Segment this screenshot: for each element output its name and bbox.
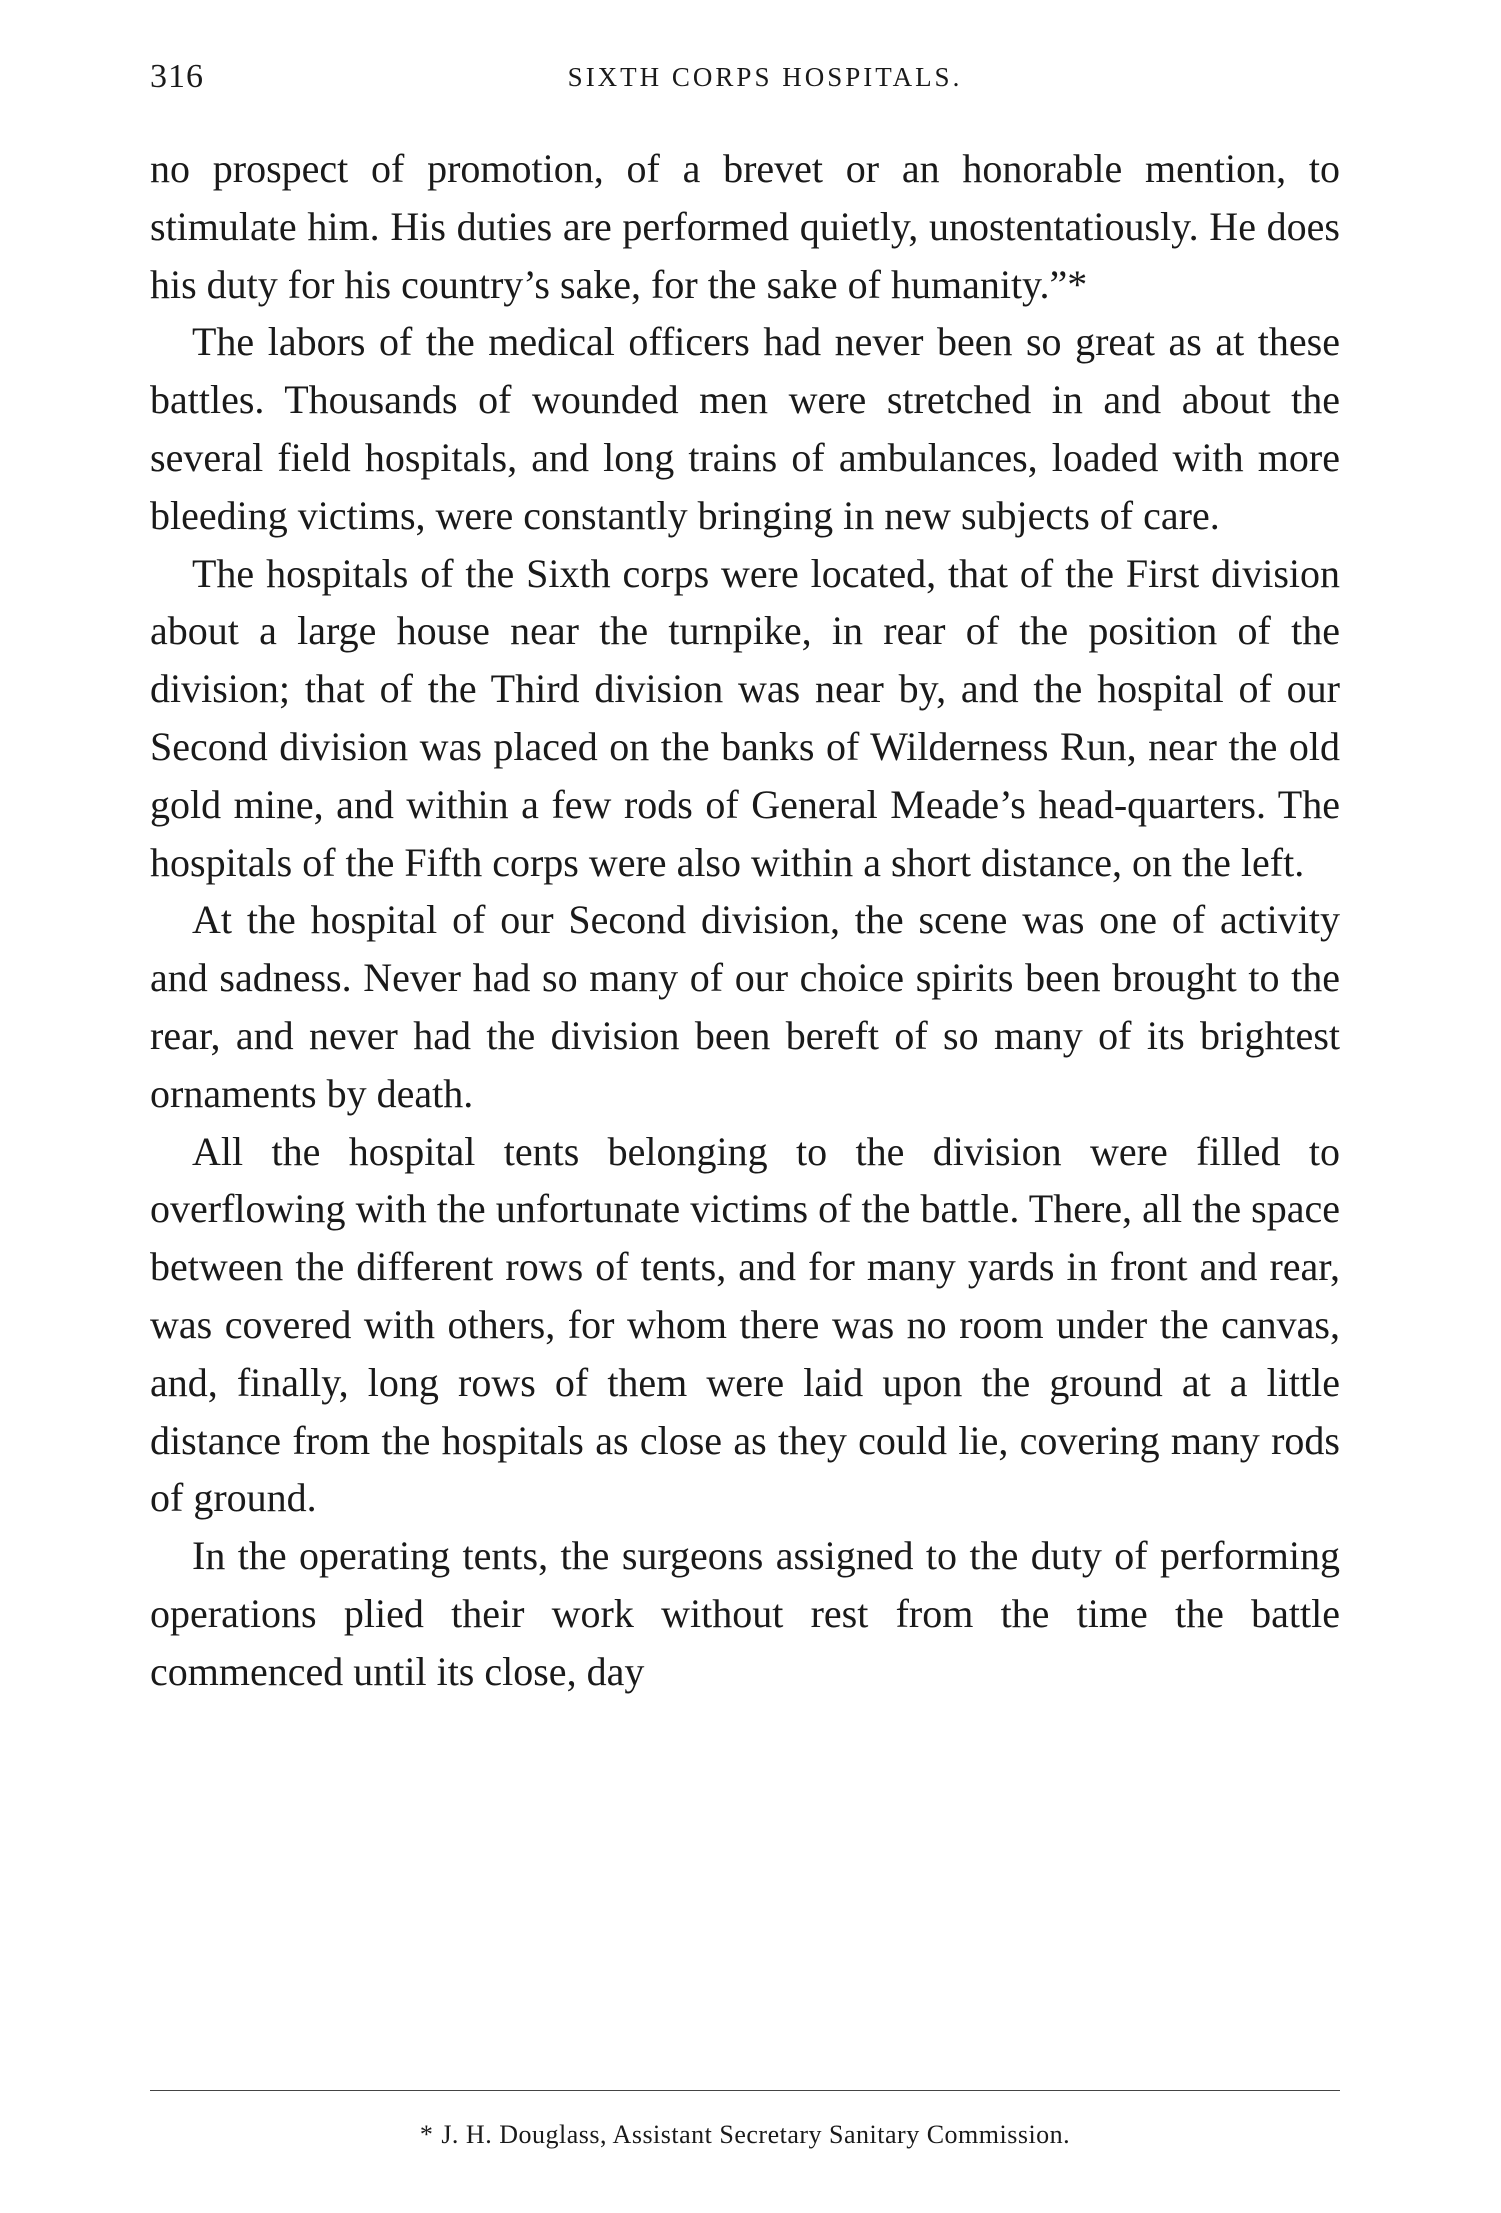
paragraph-continued: no prospect of promotion, of a brevet or an honorable mention, to stimulate him. His duties are performed quietly, unostentatiously. He does his duty for his country’s sake, for the sake of humanity.”* [150, 146, 1340, 307]
page-number: 316 [150, 58, 204, 95]
running-title: SIXTH CORPS HOSPITALS. [567, 62, 963, 92]
running-head [150, 58, 1340, 102]
paragraph: The labors of the medical officers had never been so great as at these battles. Thousands of wounded men were stretched in and about the several field hospitals, and long trains of ambulances, loaded with more bleeding victims, were constantly bringing in new subjects of care. [150, 319, 1340, 538]
footnote-marker: * [419, 2120, 434, 2149]
paragraph: At the hospital of our Second division, the scene was one of activity and sadness. Never had so many of our choice spirits been brought to the rear, and never had the division been bereft of so many of its brightest ornaments by death. [150, 897, 1340, 1116]
footnote [150, 2120, 1340, 2150]
body-text [150, 140, 1340, 1701]
paragraph: In the operating tents, the surgeons assigned to the duty of performing operations plied their work without rest from the time the battle commenced until its close, day [150, 1533, 1340, 1694]
footnote-divider [150, 2090, 1340, 2091]
paragraph: All the hospital tents belonging to the division were filled to overflowing with the unfortunate victims of the battle. There, all the space between the different rows of tents, and for many yards in front and rear, was covered with others, for whom there was no room under the canvas, and, finally, long rows of them were laid upon the ground at a little distance from the hospitals as close as they could lie, covering many rods of ground. [150, 1128, 1340, 1521]
paragraph: The hospitals of the Sixth corps were located, that of the First division about a large house near the turnpike, in rear of the position of the division; that of the Third division was near by, and the hospital of our Second division was placed on the banks of Wilderness Run, near the old gold mine, and within a few rods of General Meade’s head-quarters. The hospitals of the Fifth corps were also within a short distance, on the left. [150, 550, 1340, 885]
footnote-text: J. H. Douglass, Assistant Secretary Sanitary Commission. [441, 2120, 1071, 2149]
